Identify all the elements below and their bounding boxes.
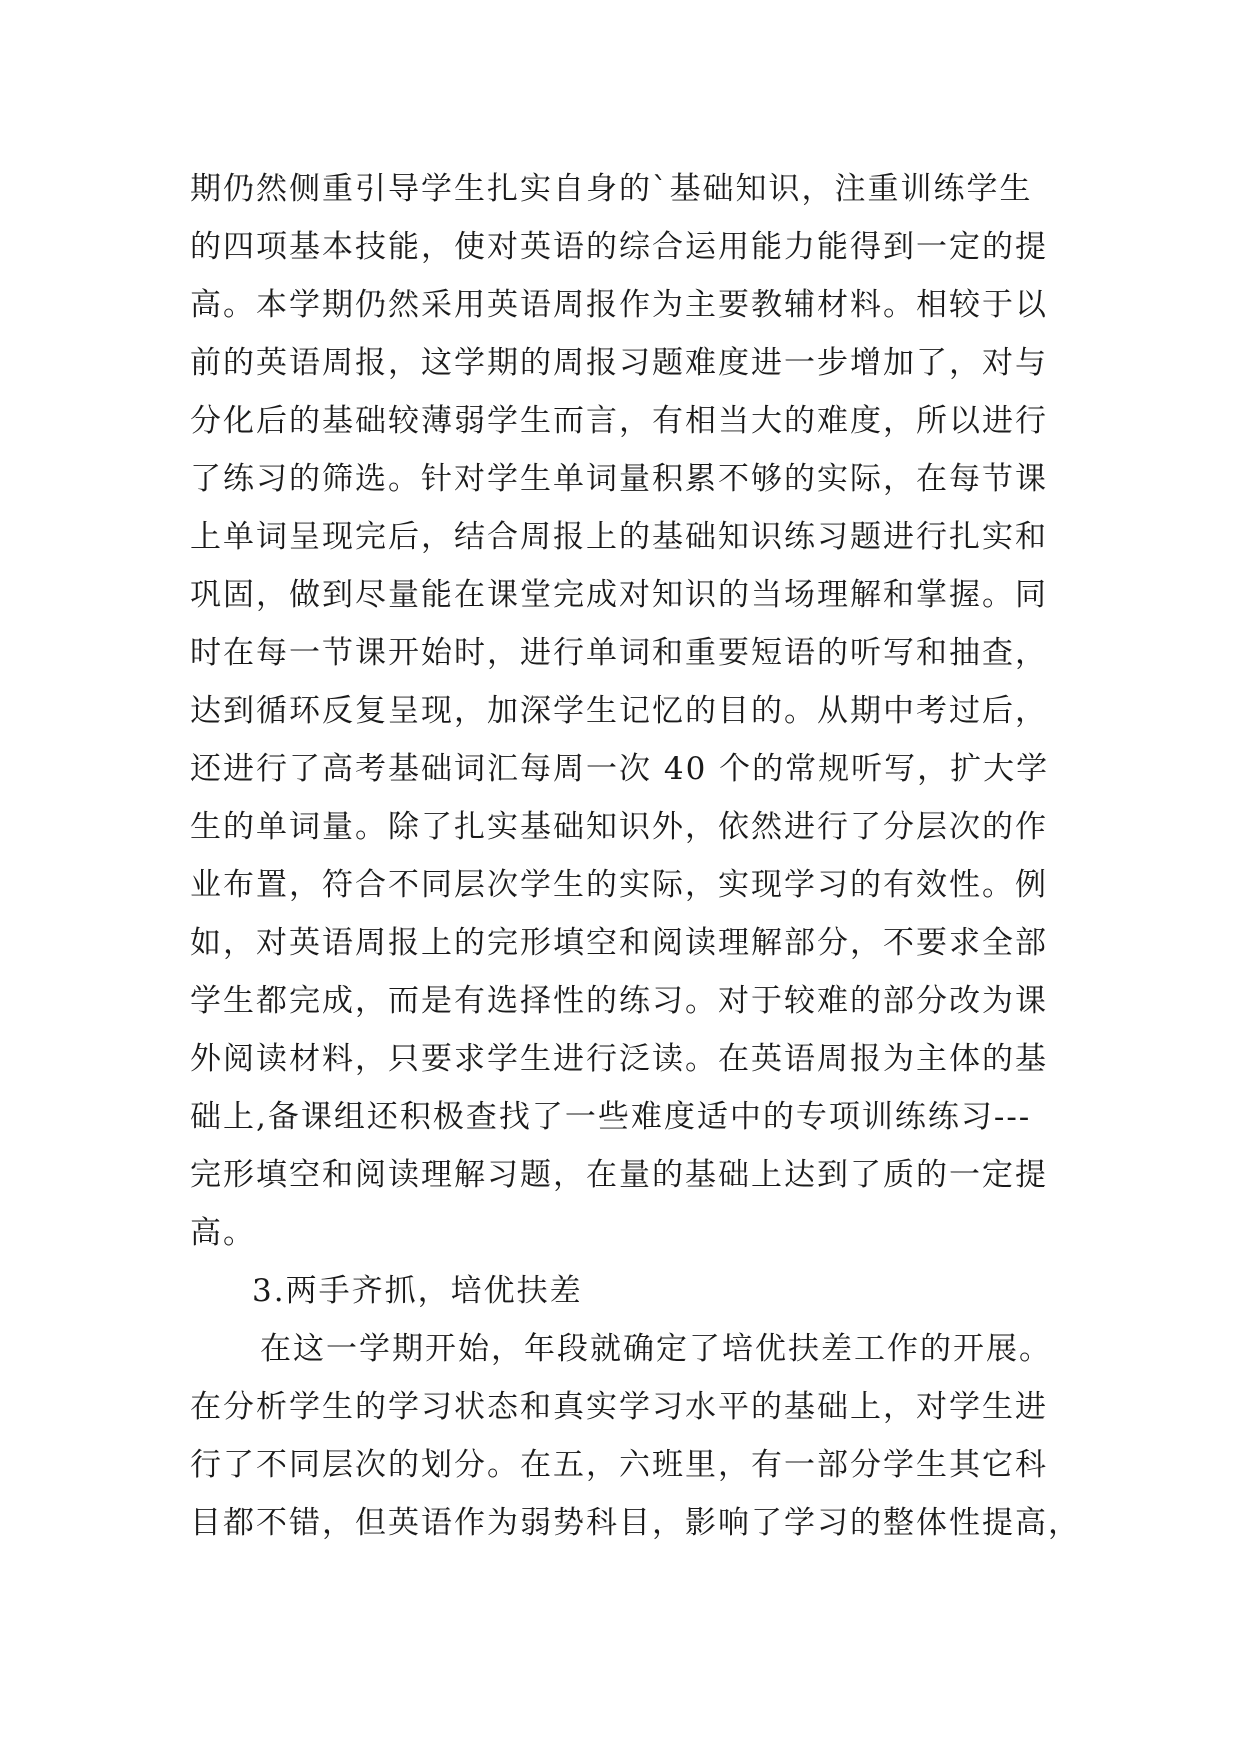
section-line-1: 在这一学期开始，年段就确定了培优扶差工作的开展。 xyxy=(260,1331,1052,1367)
paragraph-line-3: 高。本学期仍然采用英语周报作为主要教辅材料。相较于以 xyxy=(190,287,1048,323)
paragraph-line-5: 分化后的基础较薄弱学生而言，有相当大的难度，所以进行 xyxy=(190,403,1048,439)
paragraph-line-18: 完形填空和阅读理解习题，在量的基础上达到了质的一定提 xyxy=(190,1157,1048,1193)
paragraph-line-17: 础上,备课组还积极查找了一些难度适中的专项训练练习--- xyxy=(190,1099,1032,1135)
paragraph-line-16: 外阅读材料，只要求学生进行泛读。在英语周报为主体的基 xyxy=(190,1041,1048,1077)
section-line-3: 行了不同层次的划分。在五，六班里，有一部分学生其它科 xyxy=(190,1447,1048,1483)
paragraph-line-15: 学生都完成，而是有选择性的练习。对于较难的部分改为课 xyxy=(190,983,1048,1019)
paragraph-line-14: 如，对英语周报上的完形填空和阅读理解部分，不要求全部 xyxy=(190,925,1048,961)
paragraph-line-8: 巩固，做到尽量能在课堂完成对知识的当场理解和掌握。同 xyxy=(190,577,1048,613)
paragraph-line-2: 的四项基本技能，使对英语的综合运用能力能得到一定的提 xyxy=(190,229,1048,265)
paragraph-line-7: 上单词呈现完后，结合周报上的基础知识练习题进行扎实和 xyxy=(190,519,1048,555)
paragraph-line-1: 期仍然侧重引导学生扎实自身的`基础知识，注重训练学生 xyxy=(190,171,1033,207)
paragraph-line-4: 前的英语周报，这学期的周报习题难度进一步增加了，对与 xyxy=(190,345,1048,381)
body-text xyxy=(190,160,1081,1552)
section-line-2: 在分析学生的学习状态和真实学习水平的基础上，对学生进 xyxy=(190,1389,1048,1425)
paragraph-line-11: 还进行了高考基础词汇每周一次 40 个的常规听写，扩大学 xyxy=(190,751,1050,787)
paragraph-line-13: 业布置，符合不同层次学生的实际，实现学习的有效性。例 xyxy=(190,867,1048,903)
paragraph-line-10: 达到循环反复呈现，加深学生记忆的目的。从期中考过后， xyxy=(190,693,1048,729)
section-heading: 3.两手齐抓，培优扶差 xyxy=(252,1273,583,1309)
section-line-4: 目都不错，但英语作为弱势科目，影响了学习的整体性提高， xyxy=(190,1505,1081,1541)
paragraph-line-9: 时在每一节课开始时，进行单词和重要短语的听写和抽查， xyxy=(190,635,1048,671)
paragraph-line-6: 了练习的筛选。针对学生单词量积累不够的实际，在每节课 xyxy=(190,461,1048,497)
paragraph-line-19: 高。 xyxy=(190,1215,256,1251)
paragraph-line-12: 生的单词量。除了扎实基础知识外，依然进行了分层次的作 xyxy=(190,809,1048,845)
